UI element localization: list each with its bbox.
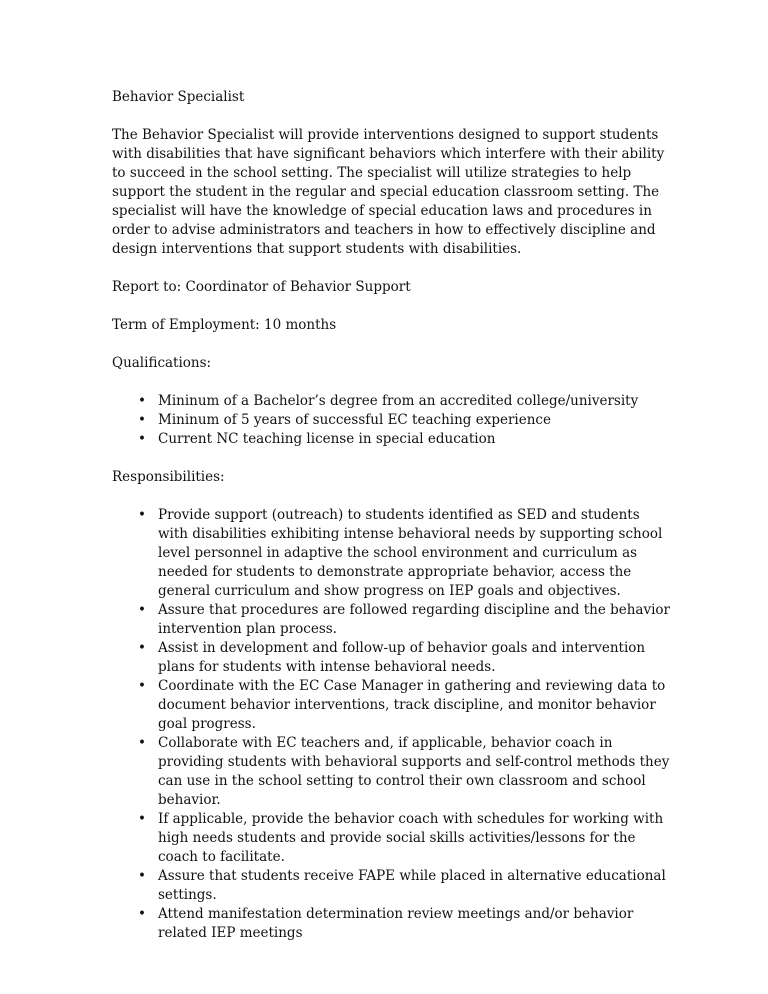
list-item-text: If applicable, provide the behavior coach with schedules for working with high needs students and provide social skills activities/lessons for the coach to facilitate.: [158, 811, 664, 865]
list-item-text: Provide support (outreach) to students identified as SED and students with disabilities exhibiting intense behavioral needs by supporting school level personnel in adaptive the school environment and curriculum as needed for students to demonstrate appropriate behavior, access the general curriculum and show progress on IEP goals and objectives.: [158, 507, 663, 599]
list-item-text: Coordinate with the EC Case Manager in gathering and reviewing data to document behavior interventions, track discipline, and monitor behavior goal progress.: [158, 678, 666, 732]
list-item-text: Assist in development and follow-up of behavior goals and intervention plans for students with intense behavioral needs.: [158, 640, 646, 675]
bullet-icon: •: [138, 602, 146, 618]
bullet-icon: •: [138, 393, 146, 409]
bullet-icon: •: [138, 868, 146, 884]
list-item: [112, 867, 672, 905]
term-of-employment-line: Term of Employment: 10 months: [112, 317, 337, 333]
list-item: [112, 677, 672, 734]
list-item: [112, 810, 672, 867]
list-item: [112, 734, 672, 810]
document-title: Behavior Specialist: [112, 89, 245, 105]
report-to-line: Report to: Coordinator of Behavior Support: [112, 279, 411, 295]
list-item-text: Mininum of a Bachelor’s degree from an accredited college/university: [158, 393, 639, 409]
list-item: [112, 392, 672, 411]
bullet-icon: •: [138, 412, 146, 428]
qualifications-heading: Qualifications:: [112, 355, 212, 371]
bullet-icon: •: [138, 640, 146, 656]
list-item-text: Current NC teaching license in special education: [158, 431, 496, 447]
list-item-text: Assure that procedures are followed regarding discipline and the behavior intervention plan process.: [158, 602, 671, 637]
bullet-icon: •: [138, 811, 146, 827]
bullet-icon: •: [138, 431, 146, 447]
list-item: [112, 601, 672, 639]
bullet-icon: •: [138, 507, 146, 523]
list-item: [112, 430, 672, 449]
list-item: [112, 411, 672, 430]
list-item-text: Attend manifestation determination review meetings and/or behavior related IEP meetings: [158, 906, 634, 941]
bullet-icon: •: [138, 678, 146, 694]
qualifications-list: [112, 392, 672, 449]
document-page: [112, 88, 672, 962]
responsibilities-list: [112, 506, 672, 943]
list-item-text: Assure that students receive FAPE while placed in alternative educational settings.: [158, 868, 666, 903]
job-description: The Behavior Specialist will provide interventions designed to support students with disabilities that have significant behaviors which interfere with their ability to succeed in the school setting. The specialist will utilize strategies to help support the student in the regular and special education classroom setting. The specialist will have the knowledge of special education laws and procedures in order to advise administrators and teachers in how to effectively discipline and design interventions that support students with disabilities.: [112, 127, 665, 257]
bullet-icon: •: [138, 906, 146, 922]
list-item: [112, 905, 672, 943]
list-item: [112, 639, 672, 677]
list-item-text: Mininum of 5 years of successful EC teaching experience: [158, 412, 551, 428]
bullet-icon: •: [138, 735, 146, 751]
list-item-text: Collaborate with EC teachers and, if applicable, behavior coach in providing students with behavioral supports and self-control methods they can use in the school setting to control their own classroom and school behavior.: [158, 735, 670, 808]
list-item: [112, 506, 672, 601]
responsibilities-heading: Responsibilities:: [112, 469, 225, 485]
